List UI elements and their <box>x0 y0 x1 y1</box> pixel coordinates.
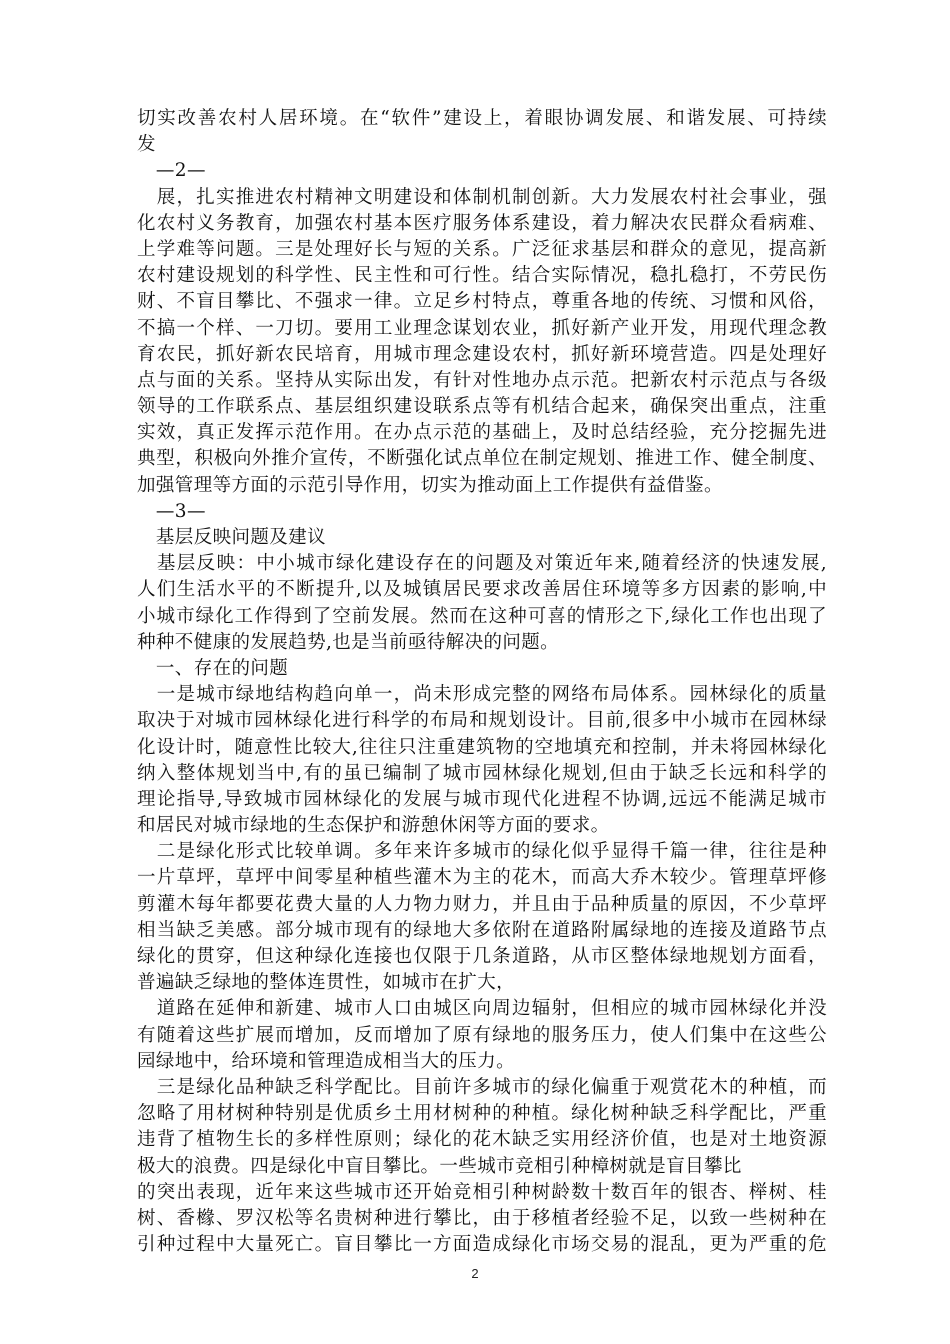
text-line: 一、存在的问题 <box>137 657 289 679</box>
text-line: 领导的工作联系点、基层组织建设联系点等有机结合起来，确保突出重点，注重 <box>137 396 827 418</box>
text-line: 上学难等问题。三是处理好长与短的关系。广泛征求基层和群众的意见，提高新 <box>137 238 827 260</box>
text-line: 的突出表现，近年来这些城市还开始竞相引种树龄数十数百年的银杏、榉树、桂 <box>137 1181 827 1203</box>
text-line: 小城市绿化工作得到了空前发展。然而在这种可喜的情形之下,绿化工作也出现了 <box>137 605 827 627</box>
text-line: 展，扎实推进农村精神文明建设和体制机制创新。大力发展农村社会事业，强 <box>137 186 827 208</box>
text-line: 纳入整体规划当中,有的虽已编制了城市园林绿化规划,但由于缺乏长远和科学的 <box>137 762 827 784</box>
text-line: 二是绿化形式比较单调。多年来许多城市的绿化似乎显得千篇一律，往往是种 <box>137 841 827 863</box>
text-line: 点与面的关系。坚持从实际出发，有针对性地办点示范。把新农村示范点与各级 <box>137 369 827 391</box>
text-line: 不搞一个样、一刀切。要用工业理念谋划农业，抓好新产业开发，用现代理念教 <box>137 317 827 339</box>
text-line: 绿化的贯穿，但这种绿化连接也仅限于几条道路，从市区整体绿地规划方面看， <box>137 946 827 967</box>
text-line: 忽略了用材树种特别是优质乡土用材树种的种植。绿化树种缺乏科学配比，严重 <box>137 1103 827 1125</box>
text-line: 切实改善农村人居环境。在“软件”建设上，着眼协调发展、和谐发展、可持续 <box>137 108 827 129</box>
text-line: 一片草坪，草坪中间零星种植些灌木为主的花木，而高大乔木较少。管理草坪修 <box>137 867 827 889</box>
text-line: 三是绿化品种缺乏科学配比。目前许多城市的绿化偏重于观赏花木的种植，而 <box>137 1076 827 1098</box>
text-line: 育农民，抓好新农民培育，用城市理念建设农村，抓好新环境营造。四是处理好 <box>137 343 827 365</box>
text-line: 化设计时，随意性比较大,往往只注重建筑物的空地填充和控制，并未将园林绿化 <box>137 736 827 758</box>
text-line: 相当缺乏美感。部分城市现有的绿地大多依附在道路附属绿地的连接及道路节点 <box>137 919 827 941</box>
text-line: 道路在延伸和新建、城市人口由城区向周边辐射，但相应的城市园林绿化并没 <box>137 998 827 1020</box>
text-line: 普遍缺乏绿地的整体连贯性，如城市在扩大， <box>137 972 516 994</box>
text-line: —2— <box>137 160 206 182</box>
text-line: 种种不健康的发展趋势,也是当前亟待解决的问题。 <box>137 631 560 653</box>
text-line: 引种过程中大量死亡。盲目攀比一方面造成绿化市场交易的混乱，更为严重的危 <box>137 1234 827 1256</box>
text-line: 和居民对城市绿地的生态保护和游憩休闲等方面的要求。 <box>137 815 610 837</box>
text-line: 一是城市绿地结构趋向单一，尚未形成完整的网络布局体系。园林绿化的质量 <box>137 684 827 706</box>
text-line: 实效，真正发挥示范作用。在办点示范的基础上，及时总结经验，充分挖掘先进 <box>137 422 827 444</box>
body-text <box>137 106 827 1258</box>
text-line: 树、香橼、罗汉松等名贵树种进行攀比，由于移植者经验不足，以致一些树种在 <box>137 1207 827 1229</box>
page-number: 2 <box>471 1266 479 1281</box>
text-line: 典型，积极向外推介宣传，不断强化试点单位在制定规划、推进工作、健全制度、 <box>137 448 827 470</box>
text-line: 园绿地中，给环境和管理造成相当大的压力。 <box>137 1050 516 1072</box>
text-line: 基层反映：中小城市绿化建设存在的问题及对策近年来,随着经济的快速发展, <box>137 553 827 575</box>
text-line: —3— <box>137 500 206 522</box>
text-line: 加强管理等方面的示范引导作用，切实为推动面上工作提供有益借鉴。 <box>137 474 723 496</box>
text-line: 理论指导,导致城市园林绿化的发展与城市现代化进程不协调,远远不能满足城市 <box>137 788 827 810</box>
text-line: 农村建设规划的科学性、民主性和可行性。结合实际情况，稳扎稳打，不劳民伤 <box>137 265 827 287</box>
text-line: 违背了植物生长的多样性原则；绿化的花木缺乏实用经济价值，也是对土地资源 <box>137 1129 827 1151</box>
text-line: 发 <box>137 134 156 156</box>
text-line: 有随着这些扩展而增加，反而增加了原有绿地的服务压力，使人们集中在这些公 <box>137 1024 827 1046</box>
text-line: 化农村义务教育，加强农村基本医疗服务体系建设，着力解决农民群众看病难、 <box>137 212 827 234</box>
text-line: 极大的浪费。四是绿化中盲目攀比。一些城市竞相引种樟树就是盲目攀比 <box>137 1155 742 1177</box>
text-line: 取决于对城市园林绿化进行科学的布局和规划设计。目前,很多中小城市在园林绿 <box>137 710 827 732</box>
text-line: 基层反映问题及建议 <box>137 527 327 548</box>
text-line: 人们生活水平的不断提升,以及城镇居民要求改善居住环境等多方因素的影响,中 <box>137 579 827 601</box>
text-line: 财、不盲目攀比、不强求一律。立足乡村特点，尊重各地的传统、习惯和风俗， <box>137 291 827 313</box>
text-line: 剪灌木每年都要花费大量的人力物力财力，并且由于品种质量的原因，不少草坪 <box>137 893 827 915</box>
